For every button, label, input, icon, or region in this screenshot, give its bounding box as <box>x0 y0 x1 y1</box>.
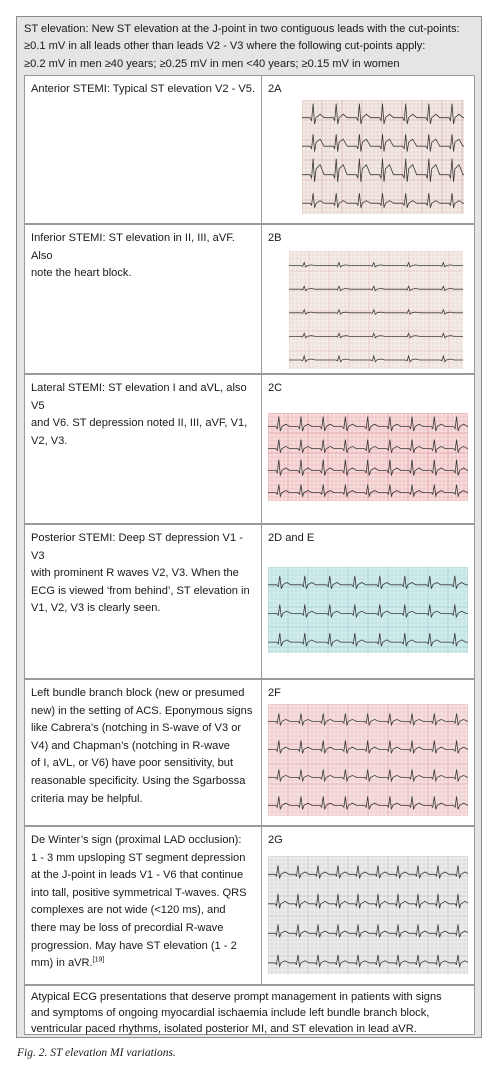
description-line: new) in the setting of ACS. Eponymous signs <box>31 704 253 717</box>
description-line: into tall, positive symmetrical T-waves. QRS <box>31 886 247 899</box>
row-anterior-stemi <box>24 75 475 224</box>
ecg-image-2f <box>268 704 468 816</box>
column-divider <box>261 525 262 678</box>
description-line: Left bundle branch block (new or presumed <box>31 687 245 699</box>
description-line: note the heart block. <box>31 267 132 280</box>
description-line: there may be loss of precordial R-wave <box>31 921 224 934</box>
ecg-image-2c <box>268 413 468 501</box>
description-line: complexes are not wide (<120 ms), and <box>31 904 226 917</box>
description-line: Lateral STEMI: ST elevation I and aVL, also V5 <box>31 382 247 412</box>
figure-label: 2G <box>268 834 283 846</box>
ecg-image-2g <box>268 856 468 974</box>
description-line <box>31 955 257 973</box>
row-description <box>31 832 257 973</box>
ecg-image-2a <box>302 100 464 214</box>
description-line: V2, V3. <box>31 434 68 447</box>
ecg-image-2d-and-e <box>268 567 468 653</box>
row-description <box>31 685 257 808</box>
st-elevation-definition <box>17 17 481 75</box>
figure-label: 2B <box>268 232 282 244</box>
description-line: Posterior STEMI: Deep ST depression V1 - V3 <box>31 532 243 562</box>
description-line: V4) and Chapman’s (notching in R-wave <box>31 739 230 752</box>
column-divider <box>261 76 262 223</box>
description-line: De Winter’s sign (proximal LAD occlusion): <box>31 834 242 846</box>
row-description <box>31 530 257 618</box>
row-de-winter-sign <box>24 826 475 985</box>
definition-line-1: ST elevation: New ST elevation at the J-point in two contiguous leads with the cut-points: <box>24 23 460 35</box>
figure-label: 2C <box>268 382 283 394</box>
description-line: ECG is viewed ‘from behind’, ST elevation in <box>31 584 250 597</box>
atypical-presentations-note <box>24 985 475 1035</box>
description-line: progression. May have ST elevation (1 - 2 <box>31 939 237 952</box>
description-line: like Cabrera’s (notching in S-wave of V3 or <box>31 722 242 735</box>
note-line-2: and symptoms of ongoing myocardial ischaemia include left bundle branch block, <box>31 1007 430 1020</box>
column-divider <box>261 225 262 373</box>
figure-label: 2F <box>268 687 281 699</box>
description-line: reasonable specificity. Using the Sgarbossa <box>31 774 246 787</box>
row-inferior-stemi <box>24 224 475 374</box>
row-left-bundle-branch-block <box>24 679 475 826</box>
row-description <box>31 81 257 99</box>
definition-line-2: ≥0.1 mV in all leads other than leads V2 - V3 where the following cut-points apply: <box>24 40 426 53</box>
column-divider <box>261 375 262 523</box>
row-posterior-stemi <box>24 524 475 679</box>
description-line: and V6. ST depression noted II, III, aVF, V1, <box>31 417 248 430</box>
description-line: 1 - 3 mm upsloping ST segment depression <box>31 851 246 864</box>
stemi-variations-table <box>16 16 482 1038</box>
description-line: V1, V2, V3 is clearly seen. <box>31 602 161 615</box>
row-description <box>31 380 257 450</box>
description-text: mm) in aVR. <box>31 957 93 970</box>
description-line: Anterior STEMI: Typical ST elevation V2 - V5. <box>31 83 256 95</box>
figure-caption: Fig. 2. ST elevation MI variations. <box>17 1047 176 1059</box>
description-line: criteria may be helpful. <box>31 792 143 805</box>
column-divider <box>261 680 262 825</box>
ecg-image-2b <box>289 251 463 369</box>
description-line: with prominent R waves V2, V3. When the <box>31 567 239 580</box>
note-line-1: Atypical ECG presentations that deserve prompt management in patients with signs <box>31 991 442 1003</box>
definition-line-3: ≥0.2 mV in men ≥40 years; ≥0.25 mV in men <40 years; ≥0.15 mV in women <box>24 57 400 70</box>
column-divider <box>261 827 262 984</box>
figure-label: 2A <box>268 83 282 95</box>
reference-superscript: [19] <box>92 956 105 964</box>
description-line: Inferior STEMI: ST elevation in II, III, aVF. Also <box>31 232 235 262</box>
note-line-3: ventricular paced rhythms, isolated posterior MI, and ST elevation in lead aVR. <box>31 1023 417 1036</box>
row-description <box>31 230 257 283</box>
figure-label: 2D and E <box>268 532 315 544</box>
description-line: of I, aVL, or V6) have poor sensitivity, but <box>31 757 234 770</box>
description-line: at the J-point in leads V1 - V6 that continue <box>31 869 244 882</box>
row-lateral-stemi <box>24 374 475 524</box>
